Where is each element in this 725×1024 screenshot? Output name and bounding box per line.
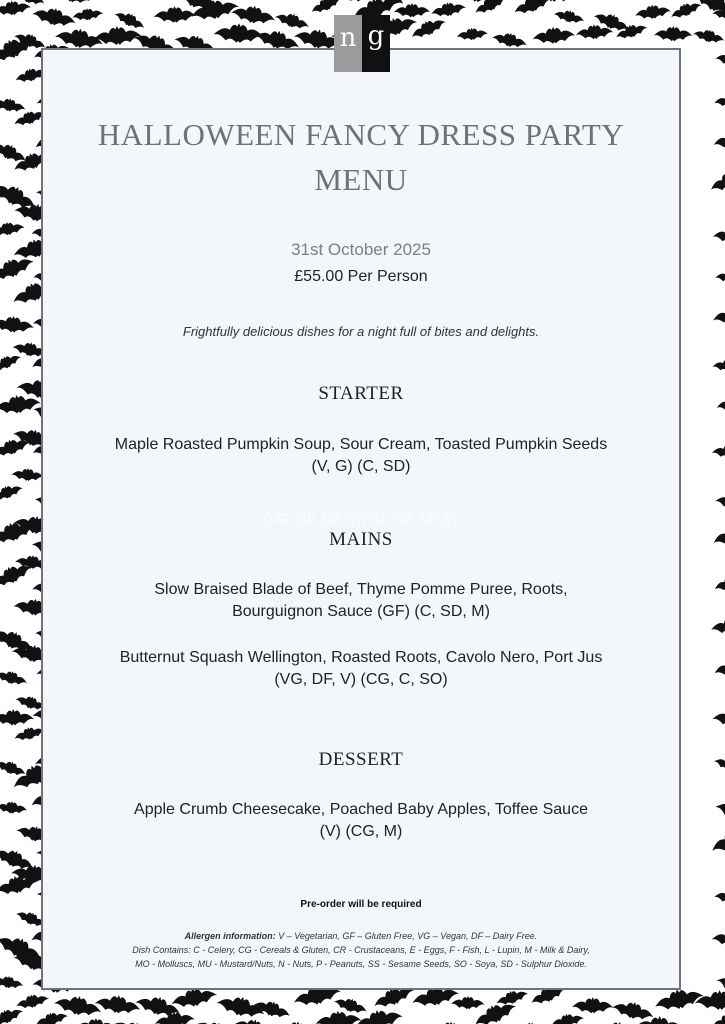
bat-shape [0, 1004, 25, 1024]
title-line-1: HALLOWEEN FANCY DRESS PARTY [97, 117, 625, 152]
bat-shape [31, 4, 78, 30]
bat-shape [53, 0, 92, 6]
bat-shape [553, 7, 586, 26]
allergen-line-2: Dish Contains: C - Celery, CG - Cereals & Gluten, CR - Crustaceans, E - Eggs, F - Fish, L - Lupin, M - Milk & Dairy, [132, 945, 590, 955]
bat-shape [694, 989, 725, 1010]
bat-shape [276, 1018, 318, 1024]
bat-shape [333, 0, 369, 5]
dish-mains-1 [41, 579, 681, 623]
bat-shape [712, 708, 725, 727]
bat-shape [0, 800, 28, 815]
bat-shape [0, 667, 29, 687]
bat-shape [391, 1017, 440, 1024]
bat-shape [472, 0, 508, 17]
section-heading-dessert: DESSERT [318, 749, 404, 770]
faint-overlay-text: (VG, GF, DF, V)(VG, GF, DF, V) [263, 510, 459, 526]
dish-allergens: Bourguignon Sauce (GF) (C, SD, M) [232, 603, 490, 620]
bat-shape [0, 314, 35, 334]
bat-shape [430, 0, 467, 19]
bat-shape [394, 3, 430, 18]
bat-shape [715, 50, 725, 68]
dish-allergens: (VG, DF, V) (CG, C, SO) [274, 671, 448, 688]
bat-shape [153, 6, 196, 24]
logo-letter-g: g [362, 15, 390, 72]
bat-shape [431, 1019, 470, 1024]
bat-shape [309, 0, 344, 16]
bat-shape [611, 997, 656, 1023]
bat-shape [596, 1017, 642, 1024]
dish-dessert-1 [41, 799, 681, 843]
bat-shape [672, 1019, 721, 1024]
bat-shape [668, 0, 703, 22]
bat-shape [94, 992, 142, 1016]
bat-shape [715, 393, 725, 413]
bat-shape [692, 26, 725, 45]
dish-name: Apple Crumb Cheesecake, Poached Baby Apples, Toffee Sauce [134, 801, 588, 818]
section-heading-starter: STARTER [318, 383, 404, 404]
bat-shape [273, 9, 311, 32]
bat-shape [572, 997, 613, 1014]
bat-shape [515, 1021, 548, 1024]
allergen-line-3: MO - Molluscs, MU - Mustard/Nuts, N - Nuts, P - Peanuts, SS - Sesame Seeds, SO - Soya, SD - Sulphur Dioxide. [135, 959, 587, 969]
bat-shape [0, 0, 32, 17]
event-date: 31st October 2025 [291, 240, 431, 259]
bat-shape [14, 991, 50, 1011]
bat-shape [0, 95, 27, 114]
bat-shape [712, 444, 725, 459]
bat-shape [0, 220, 25, 238]
dish-starter-1 [41, 434, 681, 478]
menu-tagline: Frightfully delicious dishes for a night full of bites and delights. [182, 324, 540, 339]
dish-mains-2 [41, 647, 681, 691]
bat-shape [712, 929, 725, 947]
allergen-key: V – Vegetarian, GF – Gluten Free, VG – Vegan, DF – Dairy Free. [275, 931, 538, 941]
bat-shape [0, 251, 36, 285]
bat-shape [711, 301, 725, 326]
bat-shape [0, 709, 34, 726]
bat-shape [0, 392, 42, 416]
bat-shape [713, 754, 725, 777]
allergen-information [41, 929, 681, 971]
bat-shape [713, 227, 725, 243]
bat-shape [0, 481, 24, 503]
bat-shape [654, 26, 693, 42]
bat-shape [410, 0, 453, 1]
bat-shape [710, 614, 725, 636]
menu-title [41, 112, 681, 202]
bat-shape [707, 819, 725, 858]
dish-name: Maple Roasted Pumpkin Soup, Sour Cream, Toasted Pumpkin Seeds [114, 436, 608, 453]
preorder-note: Pre-order will be required [300, 899, 422, 910]
bat-shape [709, 1007, 725, 1024]
bat-shape [712, 570, 725, 594]
allergen-label: Allergen information: [184, 931, 276, 941]
logo-letter-n: n [334, 15, 362, 72]
ng-logo [334, 15, 390, 72]
bat-shape [0, 350, 23, 374]
bat-shape [532, 25, 576, 46]
bat-shape [613, 0, 653, 1]
bat-shape [408, 14, 448, 42]
bat-shape [712, 653, 725, 679]
bat-shape [712, 359, 725, 372]
bat-shape [712, 128, 725, 150]
dish-allergens: (V, G) (C, SD) [311, 458, 411, 475]
bat-shape [34, 1008, 69, 1024]
section-heading-mains: MAINS [329, 529, 393, 550]
bat-shape [213, 22, 264, 44]
event-price: £55.00 Per Person [294, 268, 428, 285]
title-line-2: MENU [314, 162, 408, 197]
bat-shape [232, 1015, 275, 1024]
bat-shape [707, 164, 725, 196]
bat-shape [715, 270, 725, 282]
bat-shape [713, 92, 725, 108]
bat-shape [11, 467, 45, 482]
bat-shape [713, 795, 725, 829]
bat-shape [192, 1015, 240, 1024]
bat-shape [550, 1011, 585, 1024]
bat-shape [714, 492, 725, 512]
dish-name: Butternut Squash Wellington, Roasted Roots, Cavolo Nero, Port Jus [119, 649, 603, 666]
bat-shape [75, 1018, 116, 1024]
bat-shape [72, 6, 104, 22]
bat-shape [0, 974, 24, 991]
bat-shape [634, 2, 672, 20]
dish-allergens: (V) (CG, M) [319, 823, 403, 840]
bat-shape [315, 1009, 362, 1024]
bat-shape [511, 0, 553, 18]
bat-shape [456, 26, 489, 41]
allergen-line-1 [41, 929, 681, 943]
bat-shape [710, 518, 725, 549]
dish-name: Slow Braised Blade of Beef, Thyme Pomme Puree, Roots, [154, 581, 568, 598]
bat-shape [451, 996, 485, 1010]
bat-shape [0, 756, 28, 778]
bat-shape [109, 1014, 159, 1024]
bat-shape [714, 888, 725, 905]
